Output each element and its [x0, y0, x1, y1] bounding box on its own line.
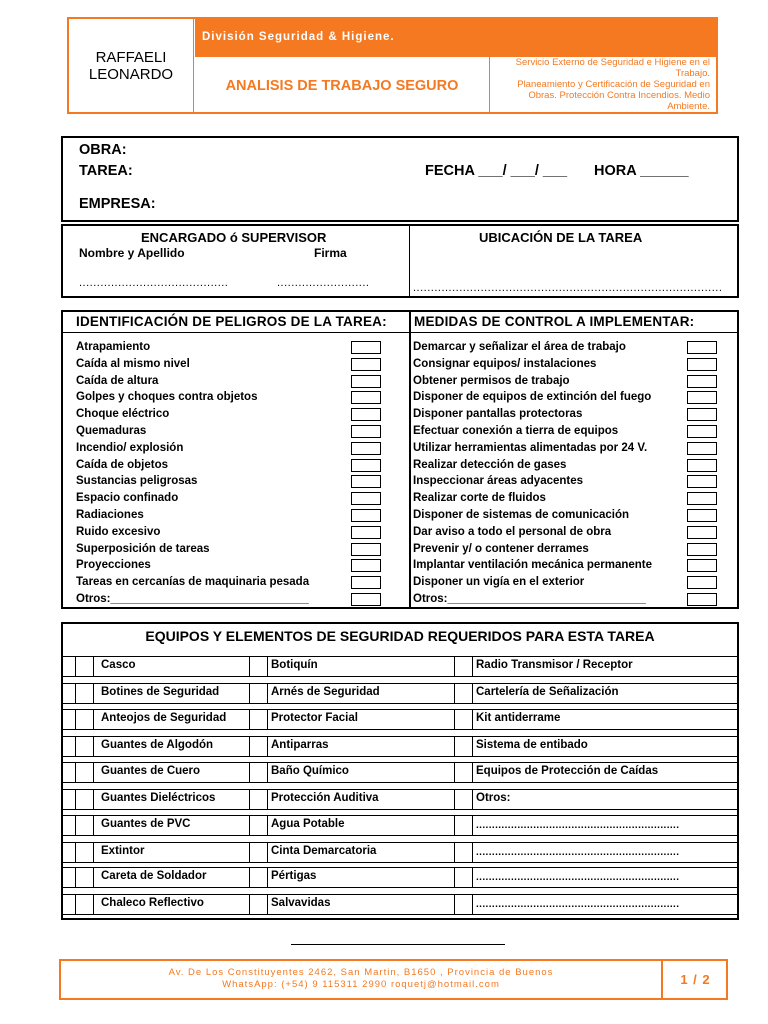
equipment-checkbox[interactable]: [250, 843, 266, 862]
hazard-checkbox[interactable]: [351, 576, 381, 589]
cell-divider: [93, 868, 94, 887]
equipment-item-label: Agua Potable: [271, 818, 345, 830]
equipment-checkbox[interactable]: [250, 868, 266, 887]
job-info-box: [61, 136, 739, 222]
supervisor-signature-field[interactable]: ..........................: [277, 277, 370, 289]
hazard-label: Ruido excesivo: [76, 525, 161, 538]
owner-name-line1: RAFFAELI: [95, 48, 167, 66]
measure-checkbox[interactable]: [687, 341, 717, 354]
cell-divider: [93, 790, 94, 809]
equipment-title: EQUIPOS Y ELEMENTOS DE SEGURIDAD REQUERIDOS PARA ESTA TAREA: [145, 628, 655, 644]
measure-row: [413, 507, 737, 524]
cell-divider: [93, 710, 94, 729]
hazard-label: Sustancias peligrosas: [76, 475, 198, 488]
equipment-checkbox[interactable]: [76, 684, 92, 703]
equipment-checkbox[interactable]: [250, 790, 266, 809]
cell-divider: [93, 895, 94, 914]
location-title: UBICACIÓN DE LA TAREA: [479, 230, 643, 245]
equipment-item-label: Antiparras: [271, 739, 329, 751]
hazard-label: Espacio confinado: [76, 492, 179, 505]
measure-checkbox[interactable]: [687, 526, 717, 539]
equipment-item-label: Sistema de entibado: [476, 739, 588, 751]
hazard-label: Choque eléctrico: [76, 408, 170, 421]
measure-checkbox[interactable]: [687, 559, 717, 572]
measure-label: Implantar ventilación mecánica permanente: [413, 559, 653, 572]
measure-checkbox[interactable]: [687, 425, 717, 438]
cell-divider: [267, 657, 268, 676]
hazard-row: [76, 524, 406, 541]
cell-divider: [267, 763, 268, 782]
equipment-row: [63, 815, 737, 836]
hazard-row: [76, 423, 406, 440]
equipment-item-label: Botines de Seguridad: [101, 686, 220, 698]
hazards-title: IDENTIFICACIÓN DE PELIGROS DE LA TAREA:: [76, 314, 387, 329]
equipment-item-label: Anteojos de Seguridad: [101, 712, 227, 724]
hazard-label: Caída de altura: [76, 374, 159, 387]
equipment-item-label: Arnés de Seguridad: [271, 686, 380, 698]
supervisor-name-field[interactable]: ..........................................: [79, 277, 229, 289]
hazard-row: [76, 574, 406, 591]
signature-line[interactable]: [291, 944, 505, 945]
cell-divider: [472, 710, 473, 729]
hazard-label: Tareas en cercanías de maquinaria pesada: [76, 576, 310, 589]
hazard-row: [76, 389, 406, 406]
equipment-item-label: Cinta Demarcatoria: [271, 845, 377, 857]
cell-divider: [472, 868, 473, 887]
equipment-checkbox[interactable]: [76, 763, 92, 782]
measure-row: [413, 356, 737, 373]
measure-label: Otros:_______________________________: [413, 593, 646, 605]
hazard-row: [76, 473, 406, 490]
equipment-other-field[interactable]: ................................................................: [476, 820, 680, 831]
measure-checkbox[interactable]: [687, 509, 717, 522]
hazard-row: [76, 406, 406, 423]
cell-divider: [472, 790, 473, 809]
footer-whatsapp-email: WhatsApp: (+54) 9 115311 2990 roquetj@hotmail.com: [222, 979, 500, 990]
equipment-checkbox[interactable]: [455, 868, 471, 887]
hazard-label: Incendio/ explosión: [76, 441, 184, 454]
hazard-row: [76, 591, 406, 608]
cell-divider: [472, 763, 473, 782]
hazard-row: [76, 373, 406, 390]
hazard-label: Radiaciones: [76, 509, 144, 521]
hazard-checkbox[interactable]: [351, 358, 381, 371]
equipment-row: [63, 709, 737, 730]
hazard-row: [76, 557, 406, 574]
equipment-box: [61, 622, 739, 920]
measure-row: [413, 524, 737, 541]
equipment-row: [63, 789, 737, 810]
equipment-checkbox[interactable]: [455, 737, 471, 756]
equipment-checkbox[interactable]: [250, 763, 266, 782]
measure-label: Efectuar conexión a tierra de equipos: [413, 425, 619, 437]
equipment-row: [63, 762, 737, 783]
obra-label: OBRA:: [79, 142, 127, 158]
measure-checkbox[interactable]: [687, 475, 717, 488]
measure-checkbox[interactable]: [687, 375, 717, 388]
equipment-item-label: Cartelería de Señalización: [476, 686, 619, 698]
measure-label: Inspeccionar áreas adyacentes: [413, 475, 584, 488]
equipment-item-label: Pértigas: [271, 870, 317, 882]
tarea-label: TAREA:: [79, 163, 133, 179]
measure-checkbox[interactable]: [687, 391, 717, 404]
measure-row: [413, 423, 737, 440]
measure-label: Disponer un vigía en el exterior: [413, 576, 585, 589]
equipment-item-label: Guantes Dieléctricos: [101, 792, 216, 804]
measure-checkbox[interactable]: [687, 459, 717, 472]
equipment-row: [63, 683, 737, 704]
measure-label: Consignar equipos/ instalaciones: [413, 357, 597, 370]
equipment-item-label: Baño Químico: [271, 765, 349, 777]
hazard-checkbox[interactable]: [351, 375, 381, 388]
cell-divider: [267, 895, 268, 914]
cell-divider: [472, 684, 473, 703]
equipment-item-label: Extintor: [101, 845, 145, 857]
equipment-item-label: Guantes de Algodón: [101, 739, 214, 751]
equipment-checkbox[interactable]: [455, 763, 471, 782]
hazard-checkbox[interactable]: [351, 442, 381, 455]
owner-name-line2: LEONARDO: [88, 65, 174, 83]
hazard-checkbox[interactable]: [351, 492, 381, 505]
hazard-label: Caída de objetos: [76, 458, 169, 471]
equipment-checkbox[interactable]: [455, 843, 471, 862]
hazard-checkbox[interactable]: [351, 341, 381, 354]
measure-label: Disponer de equipos de extinción del fuego: [413, 391, 652, 404]
measure-row: [413, 339, 737, 356]
hazard-row: [76, 440, 406, 457]
equipment-item-label: Radio Transmisor / Receptor: [476, 659, 633, 671]
services-line-2: Planeamiento y Certificación de Seguridad en Obras. Protección Contra Incendios. Medio Ambiente.: [517, 79, 710, 112]
fecha-field[interactable]: FECHA ___/ ___/ ___: [425, 163, 568, 179]
equipment-checkbox[interactable]: [250, 684, 266, 703]
column-divider: [409, 226, 410, 296]
equipment-row: [63, 894, 737, 915]
cell-divider: [472, 843, 473, 862]
equipment-checkbox[interactable]: [76, 868, 92, 887]
equipment-item-label: Salvavidas: [271, 897, 331, 909]
equipment-checkbox[interactable]: [76, 710, 92, 729]
column-divider: [409, 312, 411, 607]
division-banner: División Seguridad & Higiene.: [195, 19, 716, 57]
hazard-checkbox[interactable]: [351, 408, 381, 421]
owner-name: [69, 19, 194, 112]
equipment-item-label: Kit antiderrame: [476, 712, 561, 724]
cell-divider: [93, 816, 94, 835]
equipment-other-field[interactable]: ................................................................: [476, 899, 680, 910]
hazard-label: Proyecciones: [76, 559, 151, 572]
equipment-checkbox[interactable]: [250, 737, 266, 756]
equipment-item-label: Careta de Soldador: [101, 870, 207, 882]
location-field[interactable]: .......................................................................................: [413, 282, 723, 294]
equipment-item-label: Guantes de Cuero: [101, 765, 201, 777]
hazard-row: [76, 356, 406, 373]
measure-row: [413, 490, 737, 507]
cell-divider: [267, 710, 268, 729]
equipment-checkbox[interactable]: [455, 816, 471, 835]
cell-divider: [267, 790, 268, 809]
hazard-label: Caída al mismo nivel: [76, 357, 190, 370]
measure-label: Dar aviso a todo el personal de obra: [413, 525, 612, 538]
supervisor-title: ENCARGADO ó SUPERVISOR: [141, 230, 327, 245]
measure-row: [413, 457, 737, 474]
measure-label: Demarcar y señalizar el área de trabajo: [413, 341, 626, 353]
hazard-row: [76, 490, 406, 507]
measure-row: [413, 557, 737, 574]
equipment-table: [63, 624, 737, 918]
equipment-item-label: Protector Facial: [271, 712, 358, 724]
equipment-checkbox[interactable]: [455, 895, 471, 914]
cell-divider: [472, 895, 473, 914]
hazard-checkbox[interactable]: [351, 559, 381, 572]
measure-label: Obtener permisos de trabajo: [413, 374, 570, 387]
cell-divider: [472, 816, 473, 835]
measures-title: MEDIDAS DE CONTROL A IMPLEMENTAR:: [414, 314, 695, 329]
hazard-row: [76, 339, 406, 356]
equipment-checkbox[interactable]: [76, 843, 92, 862]
measure-checkbox[interactable]: [687, 576, 717, 589]
measure-label: Disponer de sistemas de comunicación: [413, 509, 630, 521]
hazard-label: Quemaduras: [76, 425, 147, 437]
form-title: ANALISIS DE TRABAJO SEGURO: [195, 57, 490, 112]
cell-divider: [93, 684, 94, 703]
supervisor-name-label: Nombre y Apellido: [79, 246, 185, 260]
services-line-1: Servicio Externo de Seguridad e Higiene en el Trabajo.: [515, 57, 710, 79]
empresa-label: EMPRESA:: [79, 196, 156, 212]
supervisor-signature-label: Firma: [314, 246, 347, 260]
measure-row: [413, 406, 737, 423]
hazard-row: [76, 541, 406, 558]
measure-checkbox[interactable]: [687, 408, 717, 421]
cell-divider: [93, 657, 94, 676]
equipment-checkbox[interactable]: [455, 684, 471, 703]
equipment-item-label: Botiquín: [271, 659, 318, 671]
equipment-checkbox[interactable]: [250, 657, 266, 676]
hazard-checkbox[interactable]: [351, 509, 381, 522]
page-number: 1 / 2: [680, 972, 711, 987]
supervisor-location-box: [61, 224, 739, 298]
cell-divider: [267, 843, 268, 862]
measure-checkbox[interactable]: [687, 358, 717, 371]
measure-label: Prevenir y/ o contener derrames: [413, 542, 589, 555]
measure-label: Utilizar herramientas alimentadas por 24 V.: [413, 441, 648, 454]
measure-row: [413, 473, 737, 490]
equipment-row: [63, 736, 737, 757]
hazard-label: Superposición de tareas: [76, 542, 210, 555]
hazard-label: Golpes y choques contra objetos: [76, 391, 258, 404]
equipment-item-label: Equipos de Protección de Caídas: [476, 765, 659, 777]
equipment-other-field[interactable]: ................................................................: [476, 872, 680, 883]
hazard-checkbox[interactable]: [351, 526, 381, 539]
cell-divider: [93, 763, 94, 782]
equipment-row: [63, 842, 737, 863]
cell-divider: [93, 843, 94, 862]
equipment-checkbox[interactable]: [250, 895, 266, 914]
equipment-row: [63, 867, 737, 888]
equipment-checkbox[interactable]: [455, 710, 471, 729]
measure-row: [413, 389, 737, 406]
hazard-checkbox[interactable]: [351, 593, 381, 606]
equipment-item-label: Otros:: [476, 792, 511, 804]
hazard-checkbox[interactable]: [351, 543, 381, 556]
cell-divider: [93, 737, 94, 756]
equipment-checkbox[interactable]: [455, 790, 471, 809]
footer-address: Av. De Los Constituyentes 2462, San Martin, B1650 , Provincia de Buenos: [168, 967, 554, 978]
hazard-label: Otros:_______________________________: [76, 593, 309, 605]
cell-divider: [267, 868, 268, 887]
hazard-checkbox[interactable]: [351, 475, 381, 488]
measure-row: [413, 541, 737, 558]
measure-row: [413, 591, 737, 608]
equipment-item-label: Chaleco Reflectivo: [101, 897, 204, 909]
hazard-checkbox[interactable]: [351, 425, 381, 438]
cell-divider: [267, 684, 268, 703]
equipment-checkbox[interactable]: [76, 737, 92, 756]
equipment-checkbox[interactable]: [76, 816, 92, 835]
cell-divider: [472, 657, 473, 676]
measure-label: Realizar detección de gases: [413, 458, 567, 471]
header-rule: [63, 332, 737, 333]
measure-row: [413, 440, 737, 457]
measure-checkbox[interactable]: [687, 593, 717, 606]
equipment-item-label: Guantes de PVC: [101, 818, 191, 830]
hazards-measures-box: [61, 310, 739, 609]
measure-label: Realizar corte de fluidos: [413, 492, 546, 505]
equipment-item-label: Casco: [101, 659, 136, 671]
hora-field[interactable]: HORA ______: [594, 163, 689, 179]
equipment-item-label: Protección Auditiva: [271, 792, 379, 804]
services-description: [492, 57, 714, 112]
footer-contact: [61, 961, 663, 998]
hazard-row: [76, 457, 406, 474]
equipment-checkbox[interactable]: [76, 790, 92, 809]
cell-divider: [472, 737, 473, 756]
measure-row: [413, 574, 737, 591]
measure-checkbox[interactable]: [687, 543, 717, 556]
hazard-row: [76, 507, 406, 524]
equipment-checkbox[interactable]: [455, 657, 471, 676]
hazard-label: Atrapamiento: [76, 341, 151, 353]
equipment-checkbox[interactable]: [76, 657, 92, 676]
equipment-other-field[interactable]: ................................................................: [476, 847, 680, 858]
equipment-row: [63, 656, 737, 677]
measure-row: [413, 373, 737, 390]
cell-divider: [267, 816, 268, 835]
equipment-checkbox[interactable]: [250, 816, 266, 835]
measure-checkbox[interactable]: [687, 442, 717, 455]
measure-checkbox[interactable]: [687, 492, 717, 505]
letterhead: [67, 17, 718, 114]
equipment-checkbox[interactable]: [250, 710, 266, 729]
hazard-checkbox[interactable]: [351, 459, 381, 472]
measure-label: Disponer pantallas protectoras: [413, 408, 583, 421]
hazard-checkbox[interactable]: [351, 391, 381, 404]
cell-divider: [267, 737, 268, 756]
footer: [59, 959, 728, 1000]
equipment-checkbox[interactable]: [76, 895, 92, 914]
